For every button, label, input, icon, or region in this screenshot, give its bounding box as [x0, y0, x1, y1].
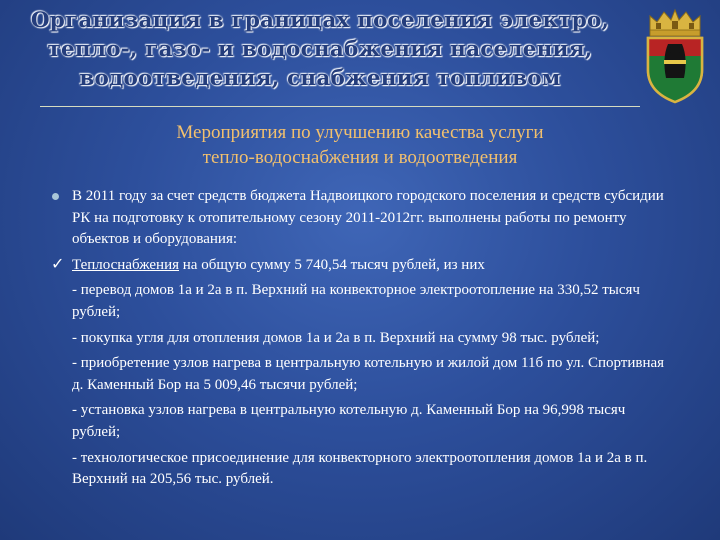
bullet-text: В 2011 году за счет средств бюджета Надвоицкого городского поселения и средств субсидии РК на подготовку к отопительному сезону 2011-2012гг. выполнены работы по ремонту объектов и оборудования: [72, 188, 664, 248]
slide-title [10, 6, 630, 93]
heating-sum-text: на общую сумму 5 740,54 тысяч рублей, из них [179, 256, 485, 273]
round-bullet-icon [52, 193, 59, 200]
check-item [50, 255, 670, 277]
subtitle-line-1: Мероприятия по улучшению качества услуги [176, 122, 544, 143]
subtitle-line-2: тепло-водоснабжения и водоотведения [202, 147, 518, 168]
title-line-1: Организация в границах поселения электро, [30, 8, 610, 33]
coat-of-arms-emblem [640, 8, 710, 104]
sub-item: - приобретение узлов нагрева в центральную котельную и жилой дом 11б по ул. Спортивная д. Каменный Бор на 5 009,46 тысячи рублей; [72, 355, 665, 393]
title-divider [40, 106, 640, 107]
sub-item: - технологическое присоединение для конвекторного электроотопления домов 1а и 2а в п. Верхний на 205,56 тыс. рублей. [72, 449, 648, 488]
checkmark-icon: ✓ [51, 255, 65, 273]
shield-icon [648, 38, 702, 102]
check-item-text [72, 255, 670, 277]
sub-item: - покупка угля для отопления домов 1а и 2а в п. Верхний на сумму 98 тыс. рублей; [72, 329, 600, 346]
title-line-3: водоотведения, снабжения топливом [79, 66, 561, 91]
slide-body [50, 186, 670, 495]
crown-icon [650, 10, 700, 36]
slide-subtitle [40, 120, 680, 170]
title-line-2: тепло-, газо- и водоснабжения населения, [47, 37, 593, 62]
sub-item: - перевод домов 1а и 2а в п. Верхний на конвекторное электроотопление на 330,52 тысяч рублей; [72, 282, 640, 320]
bullet-item [50, 186, 670, 251]
sub-item: - установка узлов нагрева в центральную котельную д. Каменный Бор на 96,998 тысяч рублей; [72, 402, 626, 440]
heating-label: Теплоснабжения [72, 256, 180, 273]
